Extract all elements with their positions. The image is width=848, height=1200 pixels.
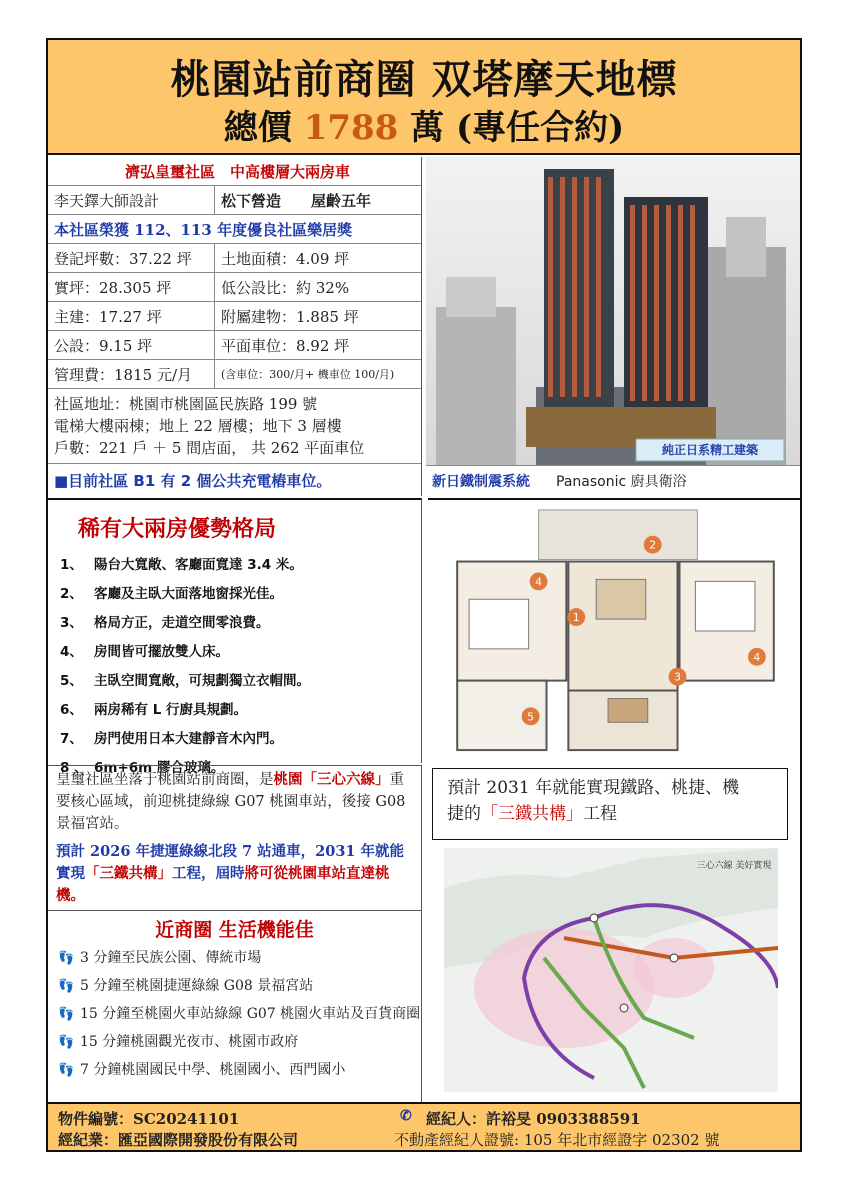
plan-label: 1 [572, 611, 580, 625]
desc-paragraph-1 [56, 769, 413, 835]
floors-line: 電梯大樓兩棟；地上 22 層樓；地下 3 層樓 [54, 417, 342, 435]
list-item [60, 606, 310, 635]
footprints-icon: 👣 [58, 979, 75, 994]
builder-cell: 松下營造 屋齡五年 [221, 191, 372, 210]
footprints-icon: 👣 [58, 1063, 75, 1078]
price-prefix: 總價 [223, 108, 292, 148]
list-item [60, 693, 310, 722]
list-item [58, 976, 421, 997]
item-number: 1、 [60, 556, 83, 573]
header-banner [48, 40, 800, 155]
item-number: 5、 [60, 672, 83, 689]
layout-title: 稀有大兩房優勢格局 [78, 516, 277, 542]
layout-features [48, 498, 422, 776]
rail-line-2 [447, 801, 773, 827]
desc-paragraph-2 [56, 841, 413, 907]
item-text: 客廳及主臥大面落地窗採光佳。 [94, 585, 283, 602]
phone-icon: ✆ [400, 1108, 412, 1124]
feature-list [60, 548, 310, 780]
desc-highlight: 將可從桃園車站直達桃機。 [56, 865, 390, 904]
item-text: 陽台大寬敞、客廳面寬達 3.4 米。 [94, 556, 303, 573]
spec-table [48, 157, 422, 496]
footprints-icon: 👣 [58, 1035, 75, 1050]
desc-highlight: 「三鐵共構」 [85, 865, 172, 882]
list-item [60, 664, 310, 693]
nearby-title: 近商圈 生活機能佳 [155, 919, 314, 941]
desc-highlight: 桃園「三心六線」 [273, 771, 390, 788]
list-item [58, 1060, 421, 1081]
list-item [60, 722, 310, 751]
item-text: 主臥空間寬敞，可規劃獨立衣帽間。 [94, 672, 310, 689]
units-line: 戶數：221 戶 ＋ 5 間店面， 共 262 平面車位 [54, 439, 365, 457]
nearby-text: 5 分鐘至桃園捷運綠線 G08 景福宮站 [80, 978, 314, 994]
address-line: 社區地址：桃園市桃園區民族路 199 號 [54, 395, 318, 413]
item-number: 6、 [60, 701, 83, 718]
list-item [60, 577, 310, 606]
plan-label: 4 [753, 650, 761, 664]
item-text: 6m+6m 膠合玻璃。 [94, 759, 225, 776]
spec-cell: 公設：9.15 坪 [48, 331, 215, 359]
list-item [60, 548, 310, 577]
item-number: 4、 [60, 643, 83, 660]
nearby-list [48, 948, 421, 1081]
rail-line-1: 預計 2031 年就能實現鐵路、桃捷、機 [447, 778, 740, 798]
rail-text: 捷的 [447, 804, 481, 824]
photo-caption [426, 465, 800, 495]
location-description [48, 765, 422, 910]
nearby-section [48, 910, 422, 1102]
company-name: 經紀業：匯亞國際開發股份有限公司 [58, 1131, 299, 1149]
footer-bar [48, 1102, 800, 1150]
desc-text: 預計 2026 年捷運綠線北段 7 站通車，2031 年就能實現 [56, 843, 405, 882]
spec-cell: 平面車位：8.92 坪 [221, 336, 350, 355]
plan-label: 3 [674, 670, 681, 684]
footprints-icon: 👣 [58, 951, 75, 966]
list-item [58, 1004, 421, 1025]
desc-text: 工程，屆時 [172, 865, 245, 882]
price-value: 1788 [303, 108, 399, 148]
page-title: 桃園站前商圈 双塔摩天地標 [170, 56, 678, 103]
item-number: 7、 [60, 730, 83, 747]
agent-contact[interactable]: 經紀人：許裕旻 0903388591 [426, 1110, 641, 1128]
plan-label: 5 [527, 710, 535, 724]
designer-cell: 李天鐸大師設計 [48, 186, 215, 214]
desc-text: 皇璽社區坐落于桃園站前商圈，是 [56, 772, 274, 788]
building-photo [426, 157, 800, 492]
flyer [46, 38, 802, 1152]
spec-cell: 實坪：28.305 坪 [48, 273, 215, 301]
map-title: 三心六線 美好實現 [696, 861, 772, 871]
item-number: 8 、 [60, 759, 88, 776]
listing-id: 物件編號：SC20241101 [58, 1110, 240, 1128]
plan-label: 4 [535, 575, 543, 589]
desc-text: 重要核心區域，前迎桃捷綠線 G07 桃園車站，後接 G08 景福宮站。 [56, 772, 406, 832]
nearby-text: 3 分鐘至民族公園、傳統市場 [80, 950, 262, 966]
spec-cell: 土地面積：4.09 坪 [221, 249, 350, 268]
spec-cell: 附屬建物：1.885 坪 [221, 307, 359, 326]
plan-label: 2 [649, 538, 657, 552]
item-number: 3、 [60, 614, 83, 631]
list-item [60, 635, 310, 664]
price-line [48, 100, 800, 149]
rail-callout [432, 768, 788, 840]
caption-left: 新日鐵制震系統 [432, 473, 530, 490]
list-item [58, 948, 421, 969]
spec-cell: (含車位：300/月+ 機車位 100/月) [221, 368, 395, 381]
award-text: 本社區榮獲 112、113 年度優良社區樂居獎 [54, 220, 353, 239]
spec-cell: 低公設比：約 32% [221, 278, 350, 297]
nearby-text: 15 分鐘至桃園火車站綠線 G07 桃園火車站及百貨商圈 [80, 1006, 421, 1022]
rail-text: 工程 [583, 804, 617, 824]
nearby-text: 15 分鐘桃園觀光夜市、桃園市政府 [80, 1034, 299, 1050]
item-text: 格局方正，走道空間零浪費。 [94, 614, 270, 631]
spec-cell: 登記坪數：37.22 坪 [48, 244, 215, 272]
item-number: 2、 [60, 585, 83, 602]
community-name: 濟弘皇璽社區 中高樓層大兩房車 [124, 162, 350, 181]
item-text: 房門使用日本大建靜音木內門。 [94, 730, 283, 747]
item-text: 房間皆可擺放雙人床。 [94, 643, 229, 660]
ev-note: ■目前社區 B1 有 2 個公共充電樁車位。 [54, 471, 332, 490]
spec-cell: 管理費：1815 元/月 [48, 360, 215, 388]
transit-map [444, 848, 778, 1092]
floor-plan [428, 498, 800, 763]
spec-cell: 主建：17.27 坪 [48, 302, 215, 330]
nearby-text: 7 分鐘桃園國民中學、桃園國小、西門國小 [80, 1062, 346, 1078]
license-number: 不動產經紀人證號: 105 年北市經證字 02302 號 [394, 1131, 720, 1149]
price-suffix: 萬 (專任合約) [410, 108, 625, 148]
rail-highlight: 「三鐵共構」 [481, 804, 583, 824]
item-text: 兩房稀有 L 行廚具規劃。 [94, 701, 248, 718]
address-block [48, 389, 421, 464]
footprints-icon: 👣 [58, 1007, 75, 1022]
caption-right: Panasonic 廚具衛浴 [556, 473, 687, 490]
photo-badge: 純正日系精工建築 [661, 443, 759, 457]
list-item [58, 1032, 421, 1053]
